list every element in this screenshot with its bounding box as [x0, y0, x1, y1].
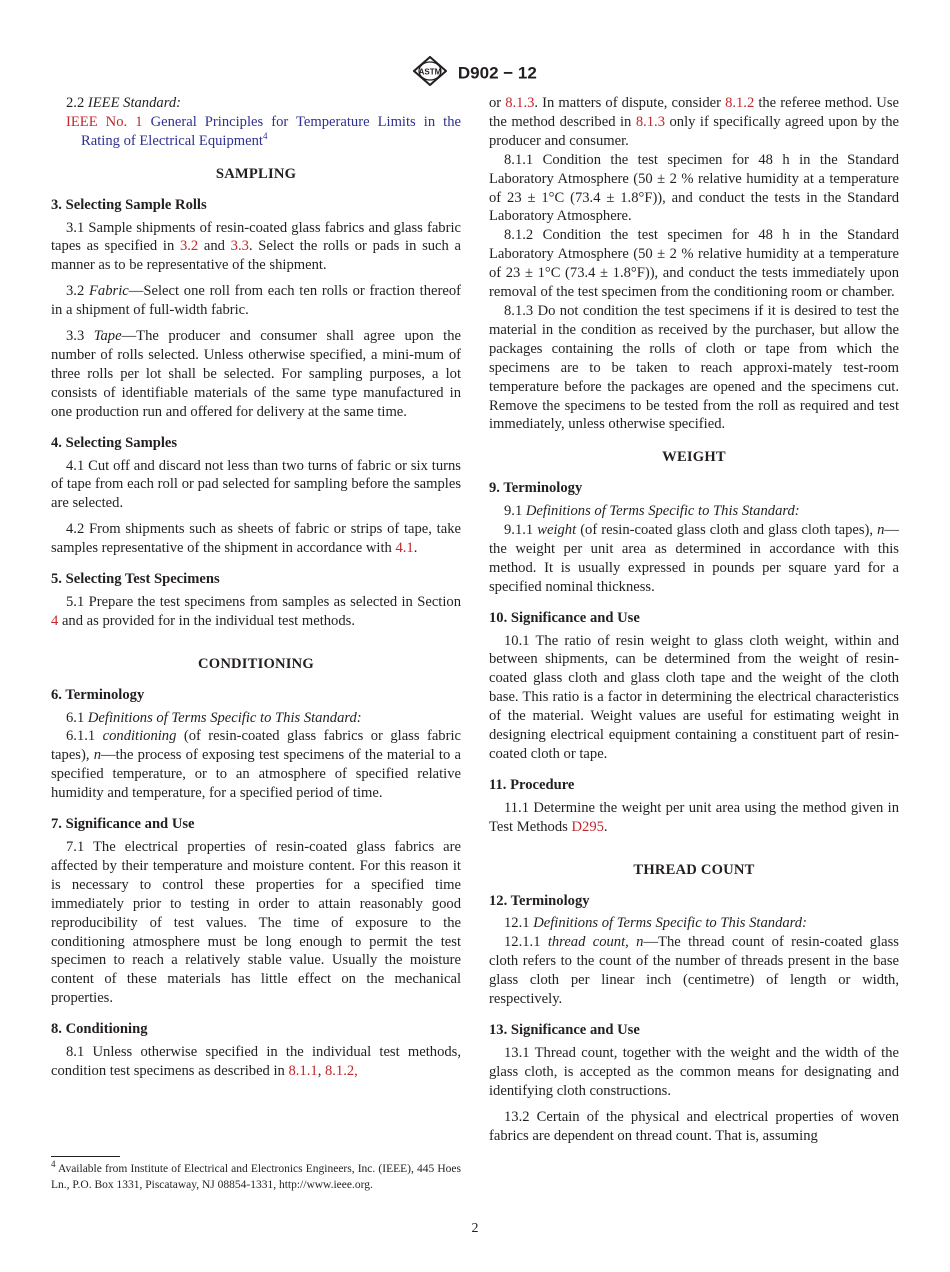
footnote-4: $^4$ Available from Institute of Electrical and Electronics Engineers, Inc. (IEEE), 445 Hoes Ln., P.O. Box 1331, Piscataway, NJ 08854-1331, http://www.ieee.org.	[51, 1159, 461, 1191]
part-heading-weight: WEIGHT	[662, 449, 726, 466]
paragraph-9-1-1: 9.1.1 weight (of resin-coated glass cloth and glass cloth tapes), n—the weight per unit area as determined in accordance with this method. It is usually expressed in pounds per square yard for a specified nominal thickness.	[489, 522, 899, 595]
paragraph-12-1-1: 12.1.1 thread count, n—The thread count of resin-coated glass cloth refers to the count of the number of threads present in the base glass cloth per linear inch (centimetre) of length or width, respectively.	[489, 934, 899, 1008]
svg-text:ASTM: ASTM	[418, 67, 442, 77]
paragraph-10-1: 10.1 The ratio of resin weight to glass cloth weight, within and between shipments, can be determined from the weight of resin-coated glass cloth and glass cloth tape and the weight of the cloth base. This ratio is a factor in determining the electrical characteristics of the material. Weight values are useful for estimating weight in designing electrical equipment containing a constituent part of resin-coated cloth or tape.	[489, 632, 899, 762]
xref-8-1-3[interactable]: 8.1.3	[635, 113, 665, 130]
paragraph-4-1: 4.1 Cut off and discard not less than two turns of fabric or six turns of tape from each roll or pad selected for sampling before the samples are selected.	[51, 457, 461, 512]
section-heading-7: 7. Significance and Use	[51, 816, 195, 833]
paragraph-6-1-1: 6.1.1 conditioning (of resin-coated glass fabrics or glass fabric tapes), n—the process of exposing test specimens of the material to a specified temperature, or to an atmosphere of specified relative humidity and temperature, for a specified period of time.	[51, 728, 461, 802]
xref-3-3[interactable]: 3.3	[230, 238, 249, 255]
left-column	[51, 94, 461, 1081]
section-heading-4: 4. Selecting Samples	[51, 434, 178, 451]
paragraph-4-2: 4.2 From shipments such as sheets of fabric or strips of tape, take samples representative of the shipment in accordance with 4.1.	[51, 521, 461, 557]
paragraph-8-1-1: 8.1.1 Condition the test specimen for 48 h in the Standard Laboratory Atmosphere (50 ± 2 % relative humidity at a temperature of 23 ± 1°C (73.4 ± 1.8°F)), and conduct the tests in the Standard Laboratory Atmosphere.	[489, 151, 899, 225]
xref-8-1-2[interactable]: 8.1.2	[324, 1062, 355, 1079]
section-heading-5: 5. Selecting Test Specimens	[51, 571, 220, 588]
footnote-marker[interactable]: 4	[262, 130, 268, 141]
paragraph-5-1: 5.1 Prepare the test specimens from samples as selected in Section 4 and as provided for in the individual test methods.	[51, 593, 461, 629]
paragraph-12-1: 12.1 Definitions of Terms Specific to This Standard:	[504, 915, 807, 932]
xref-4-1[interactable]: 4.1	[395, 540, 414, 557]
section-heading-8: 8. Conditioning	[51, 1021, 148, 1038]
document-designation: D902 − 12	[457, 63, 537, 83]
part-heading-thread-count: THREAD COUNT	[633, 861, 755, 878]
paragraph-8-1-continued: or 8.1.3. In matters of dispute, consider 8.1.2 the referee method. Use the method described in 8.1.3 only if specifically agreed upon by the producer and consumer.	[489, 95, 900, 149]
section-heading-6: 6. Terminology	[51, 686, 145, 703]
paragraph-3-1: 3.1 Sample shipments of resin-coated glass fabrics and glass fabric tapes as specified in 3.2 and 3.3. Select the rolls or pads in such a manner as to be representative of the shipment.	[51, 219, 461, 274]
paragraph-3-3: 3.3 Tape—The producer and consumer shall agree upon the number of rolls selected. Unless otherwise specified, a mini-mum of three rolls per lot shall be selected. For sampling purposes, a lot consists of identifiable materials of the same type manufactured in one production run and offered for delivery at the same time.	[51, 328, 461, 420]
section-heading-12: 12. Terminology	[489, 892, 590, 909]
ieee-link[interactable]: IEEE No. 1	[66, 113, 143, 130]
paragraph-13-1: 13.1 Thread count, together with the weight and the width of the glass cloth, is accepted as the common means for designating and identifying cloth constructions.	[489, 1044, 899, 1099]
astm-logo-icon	[413, 56, 447, 91]
xref-3-2[interactable]: 3.2	[179, 238, 199, 255]
footnote-divider	[51, 1156, 120, 1157]
section-heading-3: 3. Selecting Sample Rolls	[51, 196, 207, 213]
section-heading-10: 10. Significance and Use	[489, 609, 640, 626]
right-column	[489, 94, 899, 1145]
paragraph-9-1: 9.1 Definitions of Terms Specific to This Standard:	[504, 503, 800, 520]
part-heading-conditioning: CONDITIONING	[198, 655, 314, 672]
paragraph-7-1: 7.1 The electrical properties of resin-coated glass fabrics are affected by their temperature and moisture content. For this reason it is necessary to control these properties for a specified time immediately prior to testing in order to attain reasonably good reproducibility of test values. The time of exposure to the conditioning atmosphere must be long enough to permit the test specimen to reach a relatively stable value. Usually the moisture content of these materials has little effect on the mechanical properties.	[51, 839, 461, 1007]
reference-ieee-1	[51, 113, 461, 151]
paragraph-13-2: 13.2 Certain of the physical and electrical properties of woven fabrics are dependent on thread count. That is, assuming	[489, 1108, 899, 1144]
section-heading-9: 9. Terminology	[489, 480, 583, 497]
part-heading-sampling: SAMPLING	[215, 165, 297, 182]
paragraph-8-1-3: 8.1.3 Do not condition the test specimens if it is desired to test the material in the condition as received by the purchaser, but allow the packages containing the rolls of cloth or tape from which the specimens are to be taken to reach approxi-mately test-room temperature before the packages are opened and the specimens cut. Remove the specimens to be tested from the roll as required and test immediately, unless otherwise specified.	[489, 302, 899, 433]
section-heading-11: 11. Procedure	[489, 776, 575, 793]
section-2-2: 2.2 IEEE Standard:	[66, 95, 181, 111]
xref-8-1-3[interactable]: 8.1.3	[505, 95, 535, 111]
xref-section-4[interactable]: 4	[51, 612, 59, 629]
xref-d295[interactable]: D295	[571, 818, 604, 835]
page-number: 2	[471, 1221, 479, 1236]
section-heading-13: 13. Significance and Use	[489, 1021, 640, 1038]
ieee-title-link[interactable]: General Principles for Temperature Limits in the Rating of Electrical Equipment	[81, 113, 461, 149]
xref-8-1-2[interactable]: 8.1.2	[725, 95, 755, 111]
paragraph-8-1-2: 8.1.2 Condition the test specimen for 48 h in the Standard Laboratory Atmosphere (50 ± 2 % relative humidity at a temperature of 23 ± 1°C (73.4 ± 1.8°F)), and conduct the tests immediately upon removal of the test specimen from the conditioning room or chamber.	[489, 227, 899, 301]
paragraph-6-1: 6.1 Definitions of Terms Specific to This Standard:	[66, 709, 362, 726]
paragraph-11-1: 11.1 Determine the weight per unit area using the method given in Test Methods D295.	[489, 799, 899, 835]
page-header	[0, 56, 950, 91]
xref-8-1-1[interactable]: 8.1.1	[288, 1062, 318, 1079]
paragraph-8-1: 8.1 Unless otherwise specified in the individual test methods, condition test specimens as described in 8.1.1, 8.1.2,	[51, 1044, 461, 1079]
paragraph-3-2: 3.2 Fabric—Select one roll from each ten rolls or fraction thereof in a shipment of full-width fabric.	[51, 283, 461, 319]
